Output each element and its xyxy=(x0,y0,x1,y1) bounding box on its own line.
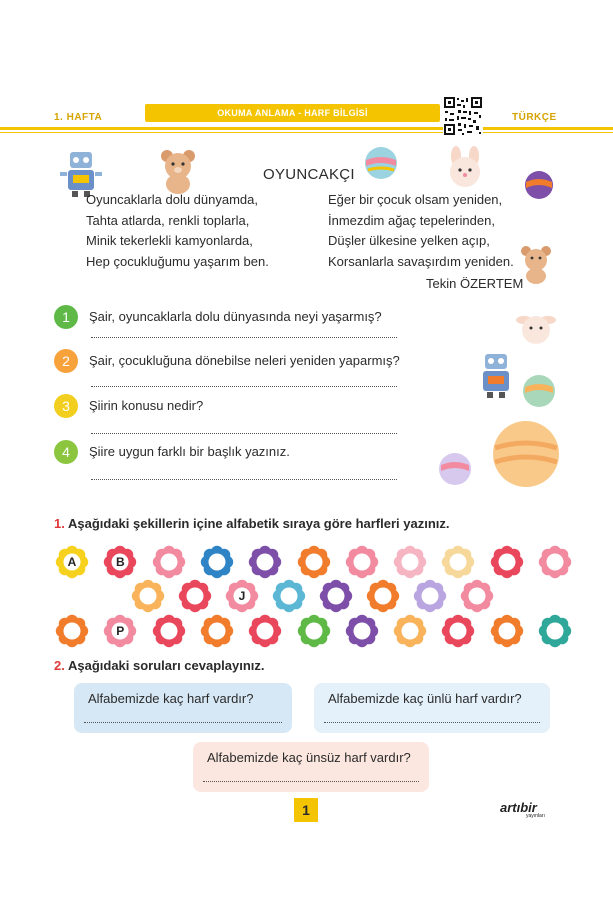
alphabet-flower[interactable] xyxy=(393,614,427,648)
poem-line: Tahta atlarda, renkli toplarla, xyxy=(86,212,250,228)
alphabet-flower[interactable] xyxy=(345,545,379,579)
question-box-letters xyxy=(74,683,292,733)
alphabet-flower[interactable] xyxy=(103,614,137,648)
alphabet-flower[interactable] xyxy=(55,545,89,579)
header-rule xyxy=(0,127,613,130)
publisher-logo xyxy=(500,800,545,819)
topic-banner: OKUMA ANLAMA - HARF BİLGİSİ xyxy=(145,104,440,122)
ball-icon xyxy=(438,452,472,486)
poem-line: İnmezdim ağaç tepelerinden, xyxy=(328,212,495,228)
alphabet-flower[interactable] xyxy=(297,545,331,579)
question-text-4: Şiire uygun farklı bir başlık yazınız. xyxy=(89,444,290,459)
qr-code-icon[interactable] xyxy=(443,96,483,136)
bunny-icon xyxy=(514,306,558,350)
ball-icon xyxy=(364,146,398,180)
section-2-text: Aşağıdaki soruları cevaplayınız. xyxy=(67,658,265,673)
alphabet-flower[interactable] xyxy=(248,614,282,648)
section-1-title xyxy=(54,516,450,531)
poem-stanza-left xyxy=(86,190,269,272)
alphabet-flower[interactable] xyxy=(103,545,137,579)
alphabet-flower[interactable] xyxy=(200,614,234,648)
alphabet-flower[interactable] xyxy=(200,545,234,579)
question-text-3: Şiirin konusu nedir? xyxy=(89,398,204,413)
question-number-3: 3 xyxy=(54,394,78,418)
alphabet-flower[interactable] xyxy=(413,579,447,613)
alphabet-flower[interactable] xyxy=(248,545,282,579)
alphabet-flower[interactable] xyxy=(490,545,524,579)
alphabet-flower[interactable] xyxy=(490,614,524,648)
section-1-number: 1. xyxy=(54,516,65,531)
alphabet-flower[interactable] xyxy=(225,579,259,613)
question-box-text: Alfabemizde kaç ünlü harf vardır? xyxy=(328,691,522,706)
poem-line: Eğer bir çocuk olsam yeniden, xyxy=(328,192,503,207)
question-text-2: Şair, çocukluğuna dönebilse neleri yeniden yaparmış? xyxy=(89,353,400,368)
alphabet-flower[interactable] xyxy=(131,579,165,613)
question-number-1: 1 xyxy=(54,305,78,329)
poem-line: Düşler ülkesine yelken açıp, xyxy=(328,233,490,248)
answer-line-4[interactable] xyxy=(91,479,397,480)
alphabet-flower[interactable] xyxy=(441,545,475,579)
flower-letter: A xyxy=(67,555,77,569)
alphabet-flower[interactable] xyxy=(319,579,353,613)
poem-line: Minik tekerlekli kamyonlarda, xyxy=(86,233,253,248)
question-box-vowels xyxy=(314,683,550,733)
answer-line[interactable] xyxy=(84,722,282,723)
ball-icon xyxy=(522,374,556,408)
poem-line: Korsanlarla savaşırdım yeniden. xyxy=(328,253,514,269)
answer-line-1[interactable] xyxy=(91,337,397,338)
alphabet-flower[interactable] xyxy=(538,545,572,579)
alphabet-flower[interactable] xyxy=(441,614,475,648)
alphabet-flower[interactable] xyxy=(152,614,186,648)
teddy-bear-icon xyxy=(155,146,201,194)
section-1-text: Aşağıdaki şekillerin içine alfabetik sıraya göre harfleri yazınız. xyxy=(67,516,450,531)
poem-line: Hep çocukluğumu yaşarım ben. xyxy=(86,253,269,269)
flower-letter: P xyxy=(116,624,125,638)
alphabet-flower[interactable] xyxy=(152,545,186,579)
flower-letter: B xyxy=(115,555,125,569)
alphabet-flower[interactable] xyxy=(538,614,572,648)
poem-stanza-right xyxy=(328,190,514,272)
section-2-title xyxy=(54,658,265,673)
poem-author: Tekin ÖZERTEM xyxy=(426,276,524,291)
section-2-number: 2. xyxy=(54,658,65,673)
alphabet-flower[interactable] xyxy=(460,579,494,613)
publisher-logo-subtext: yayınları xyxy=(526,813,545,819)
page-number: 1 xyxy=(294,798,318,822)
alphabet-flower[interactable] xyxy=(393,545,427,579)
robot-icon xyxy=(474,350,518,400)
answer-line-3[interactable] xyxy=(91,433,397,434)
publisher-logo-text: artıbir xyxy=(500,800,537,815)
alphabet-flower[interactable] xyxy=(272,579,306,613)
ball-icon xyxy=(524,170,554,200)
question-box-text: Alfabemizde kaç ünsüz harf vardır? xyxy=(207,750,411,765)
question-box-consonants xyxy=(193,742,429,792)
alphabet-flower[interactable] xyxy=(178,579,212,613)
alphabet-flower[interactable] xyxy=(345,614,379,648)
beach-ball-icon xyxy=(492,420,560,488)
alphabet-flower[interactable] xyxy=(55,614,89,648)
alphabet-flower[interactable] xyxy=(366,579,400,613)
question-box-text: Alfabemizde kaç harf vardır? xyxy=(88,691,254,706)
alphabet-flower[interactable] xyxy=(297,614,331,648)
answer-line-2[interactable] xyxy=(91,386,397,387)
question-text-1: Şair, oyuncaklarla dolu dünyasında neyi yaşarmış? xyxy=(89,309,382,324)
bunny-icon xyxy=(442,146,488,192)
header-rule-thin xyxy=(0,132,613,133)
answer-line[interactable] xyxy=(324,722,540,723)
week-label: 1. HAFTA xyxy=(54,112,103,123)
flower-letter: J xyxy=(238,589,246,603)
question-number-2: 2 xyxy=(54,349,78,373)
subject-label: TÜRKÇE xyxy=(512,112,557,123)
poem-line: Oyuncaklarla dolu dünyamda, xyxy=(86,192,258,207)
question-number-4: 4 xyxy=(54,440,78,464)
poem-title: OYUNCAKÇI xyxy=(263,166,355,183)
answer-line[interactable] xyxy=(203,781,419,782)
